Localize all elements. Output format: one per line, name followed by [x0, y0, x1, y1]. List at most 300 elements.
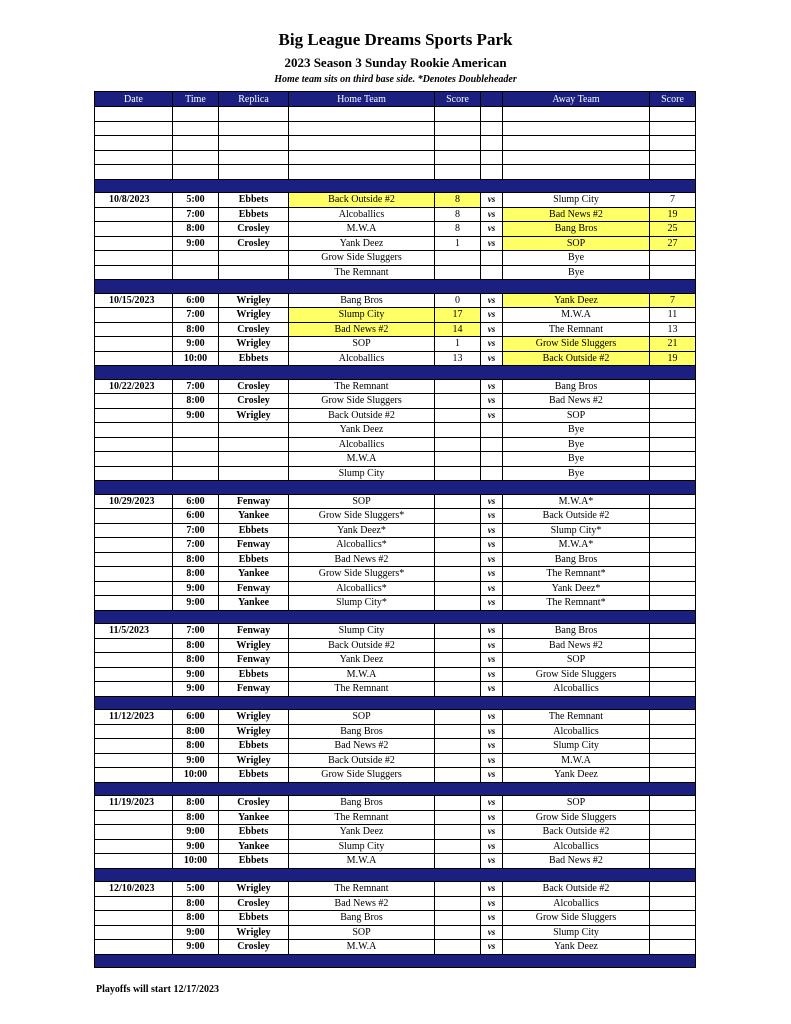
week-separator [95, 280, 696, 294]
game-row [95, 379, 696, 394]
empty-cell [503, 150, 650, 165]
home-team-cell: M.W.A [289, 222, 435, 237]
vs-cell: vs [481, 896, 503, 911]
vs-cell: vs [481, 567, 503, 582]
empty-cell [219, 121, 289, 136]
time-cell: 7:00 [173, 379, 219, 394]
home-team-cell: Bang Bros [289, 724, 435, 739]
game-row [95, 322, 696, 337]
away-score-cell [650, 437, 696, 452]
away-score-cell [650, 423, 696, 438]
empty-cell [219, 107, 289, 122]
replica-cell: Wrigley [219, 308, 289, 323]
vs-cell: vs [481, 653, 503, 668]
game-row [95, 810, 696, 825]
home-team-cell: Bang Bros [289, 796, 435, 811]
time-cell: 8:00 [173, 222, 219, 237]
away-team-cell: Grow Side Sluggers [503, 667, 650, 682]
vs-cell: vs [481, 207, 503, 222]
home-score-cell: 0 [435, 293, 481, 308]
away-team-cell: Grow Side Sluggers [503, 810, 650, 825]
time-cell [173, 423, 219, 438]
time-cell: 8:00 [173, 739, 219, 754]
home-team-cell: Bang Bros [289, 293, 435, 308]
away-team-cell: Bang Bros [503, 552, 650, 567]
vs-cell: vs [481, 710, 503, 725]
empty-cell [219, 165, 289, 180]
home-score-cell [435, 523, 481, 538]
time-cell: 9:00 [173, 940, 219, 955]
time-cell: 5:00 [173, 193, 219, 208]
home-score-cell [435, 896, 481, 911]
time-cell: 7:00 [173, 523, 219, 538]
game-row [95, 466, 696, 481]
time-cell: 8:00 [173, 911, 219, 926]
time-cell: 8:00 [173, 394, 219, 409]
away-score-cell [650, 768, 696, 783]
replica-cell: Ebbets [219, 739, 289, 754]
date-cell [95, 538, 173, 553]
vs-cell: vs [481, 768, 503, 783]
time-cell: 7:00 [173, 308, 219, 323]
home-score-cell [435, 768, 481, 783]
home-score-cell: 13 [435, 351, 481, 366]
away-team-cell: Bye [503, 251, 650, 266]
vs-cell: vs [481, 379, 503, 394]
vs-cell: vs [481, 351, 503, 366]
home-score-cell: 1 [435, 236, 481, 251]
away-team-cell: Bye [503, 466, 650, 481]
away-score-cell [650, 882, 696, 897]
home-team-cell: Alcoballics [289, 351, 435, 366]
home-team-cell: Yank Deez* [289, 523, 435, 538]
vs-cell [481, 452, 503, 467]
time-cell: 6:00 [173, 509, 219, 524]
replica-cell [219, 437, 289, 452]
time-cell: 9:00 [173, 667, 219, 682]
home-team-cell: M.W.A [289, 452, 435, 467]
away-team-cell: M.W.A* [503, 538, 650, 553]
empty-cell [173, 136, 219, 151]
date-cell [95, 251, 173, 266]
home-team-cell: Yank Deez [289, 825, 435, 840]
game-row [95, 653, 696, 668]
vs-cell: vs [481, 523, 503, 538]
time-cell: 9:00 [173, 825, 219, 840]
replica-cell: Ebbets [219, 552, 289, 567]
date-cell [95, 509, 173, 524]
away-score-cell [650, 896, 696, 911]
game-row [95, 825, 696, 840]
game-row [95, 624, 696, 639]
vs-cell: vs [481, 624, 503, 639]
away-score-cell [650, 538, 696, 553]
empty-cell [95, 107, 173, 122]
away-score-cell: 21 [650, 337, 696, 352]
date-cell [95, 265, 173, 280]
home-team-cell: The Remnant [289, 810, 435, 825]
away-score-cell [650, 854, 696, 869]
vs-cell: vs [481, 408, 503, 423]
away-team-cell: Bye [503, 437, 650, 452]
time-cell: 9:00 [173, 839, 219, 854]
vs-cell: vs [481, 854, 503, 869]
vs-cell [481, 423, 503, 438]
date-cell [95, 653, 173, 668]
time-cell: 9:00 [173, 596, 219, 611]
home-team-cell: Bang Bros [289, 911, 435, 926]
vs-cell: vs [481, 222, 503, 237]
empty-cell [95, 121, 173, 136]
empty-cell [173, 107, 219, 122]
home-team-cell: Back Outside #2 [289, 408, 435, 423]
away-team-cell: Back Outside #2 [503, 509, 650, 524]
time-cell: 8:00 [173, 810, 219, 825]
replica-cell: Wrigley [219, 408, 289, 423]
time-cell: 9:00 [173, 925, 219, 940]
home-team-cell: Grow Side Sluggers [289, 768, 435, 783]
replica-cell [219, 466, 289, 481]
away-team-cell: Alcoballics [503, 839, 650, 854]
date-cell [95, 896, 173, 911]
away-score-cell [650, 825, 696, 840]
time-cell: 6:00 [173, 710, 219, 725]
home-score-cell [435, 552, 481, 567]
game-row [95, 724, 696, 739]
away-team-cell: The Remnant [503, 710, 650, 725]
header-row [95, 92, 696, 107]
date-cell [95, 408, 173, 423]
home-score-cell [435, 538, 481, 553]
empty-cell [95, 136, 173, 151]
separator-bar [95, 782, 696, 796]
replica-cell: Fenway [219, 624, 289, 639]
replica-cell: Fenway [219, 538, 289, 553]
date-cell [95, 739, 173, 754]
time-cell [173, 466, 219, 481]
date-cell: 10/22/2023 [95, 379, 173, 394]
away-score-cell [650, 466, 696, 481]
game-row [95, 911, 696, 926]
home-team-cell: The Remnant [289, 882, 435, 897]
empty-cell [650, 107, 696, 122]
empty-cell [173, 121, 219, 136]
away-score-cell: 25 [650, 222, 696, 237]
separator-bar [95, 696, 696, 710]
week-separator [95, 954, 696, 968]
col-header-replica: Replica [219, 92, 289, 107]
home-score-cell [435, 796, 481, 811]
home-team-cell: Bad News #2 [289, 552, 435, 567]
replica-cell: Wrigley [219, 710, 289, 725]
game-row [95, 581, 696, 596]
replica-cell: Wrigley [219, 882, 289, 897]
date-cell: 10/15/2023 [95, 293, 173, 308]
home-team-cell: Yank Deez [289, 423, 435, 438]
vs-cell: vs [481, 911, 503, 926]
home-score-cell [435, 437, 481, 452]
col-header-home-team: Home Team [289, 92, 435, 107]
home-score-cell [435, 925, 481, 940]
away-team-cell: SOP [503, 408, 650, 423]
replica-cell: Ebbets [219, 768, 289, 783]
vs-cell [481, 265, 503, 280]
time-cell: 5:00 [173, 882, 219, 897]
empty-cell [650, 150, 696, 165]
time-cell [173, 452, 219, 467]
separator-bar [95, 610, 696, 624]
vs-cell: vs [481, 394, 503, 409]
vs-cell [481, 466, 503, 481]
vs-cell: vs [481, 581, 503, 596]
home-score-cell [435, 265, 481, 280]
home-team-cell: The Remnant [289, 379, 435, 394]
empty-cell [219, 136, 289, 151]
blank-row [95, 165, 696, 180]
home-team-cell: Bad News #2 [289, 322, 435, 337]
replica-cell [219, 265, 289, 280]
replica-cell: Fenway [219, 682, 289, 697]
replica-cell: Crosley [219, 222, 289, 237]
away-score-cell: 19 [650, 207, 696, 222]
game-row [95, 265, 696, 280]
playoffs-note: Playoffs will start 12/17/2023 [96, 984, 220, 995]
home-team-cell: SOP [289, 710, 435, 725]
date-cell [95, 768, 173, 783]
replica-cell: Fenway [219, 494, 289, 509]
game-row [95, 222, 696, 237]
home-team-cell: Grow Side Sluggers [289, 251, 435, 266]
game-row [95, 308, 696, 323]
away-score-cell [650, 810, 696, 825]
date-cell [95, 523, 173, 538]
game-row [95, 567, 696, 582]
home-team-cell: Yank Deez [289, 236, 435, 251]
col-header-away-team: Away Team [503, 92, 650, 107]
empty-cell [435, 121, 481, 136]
time-cell: 8:00 [173, 796, 219, 811]
home-score-cell [435, 423, 481, 438]
home-score-cell [435, 810, 481, 825]
game-row [95, 596, 696, 611]
blank-row [95, 121, 696, 136]
home-team-cell: Bad News #2 [289, 896, 435, 911]
home-score-cell: 8 [435, 207, 481, 222]
replica-cell: Wrigley [219, 337, 289, 352]
date-cell: 11/5/2023 [95, 624, 173, 639]
vs-cell: vs [481, 538, 503, 553]
empty-cell [650, 121, 696, 136]
week-separator [95, 366, 696, 380]
vs-cell: vs [481, 882, 503, 897]
empty-cell [650, 136, 696, 151]
date-cell [95, 437, 173, 452]
empty-cell [173, 165, 219, 180]
away-score-cell [650, 925, 696, 940]
replica-cell: Ebbets [219, 207, 289, 222]
game-row [95, 768, 696, 783]
col-header-date: Date [95, 92, 173, 107]
game-row [95, 408, 696, 423]
empty-cell [95, 150, 173, 165]
away-score-cell [650, 567, 696, 582]
away-team-cell: Bye [503, 452, 650, 467]
replica-cell: Yankee [219, 567, 289, 582]
away-team-cell: Grow Side Sluggers [503, 911, 650, 926]
away-score-cell [650, 753, 696, 768]
replica-cell: Yankee [219, 596, 289, 611]
away-score-cell: 19 [650, 351, 696, 366]
away-score-cell [650, 509, 696, 524]
game-row [95, 337, 696, 352]
time-cell: 10:00 [173, 768, 219, 783]
home-team-cell: M.W.A [289, 854, 435, 869]
home-team-cell: Grow Side Sluggers* [289, 509, 435, 524]
date-cell [95, 567, 173, 582]
away-team-cell: Alcoballics [503, 724, 650, 739]
replica-cell: Wrigley [219, 724, 289, 739]
replica-cell: Crosley [219, 394, 289, 409]
date-cell: 12/10/2023 [95, 882, 173, 897]
home-team-cell: M.W.A [289, 667, 435, 682]
game-row [95, 710, 696, 725]
game-row [95, 494, 696, 509]
game-row [95, 251, 696, 266]
empty-cell [289, 136, 435, 151]
date-cell [95, 552, 173, 567]
replica-cell: Crosley [219, 796, 289, 811]
vs-cell: vs [481, 337, 503, 352]
replica-cell: Crosley [219, 896, 289, 911]
date-cell [95, 394, 173, 409]
date-cell [95, 222, 173, 237]
empty-cell [289, 165, 435, 180]
home-score-cell [435, 379, 481, 394]
empty-cell [289, 107, 435, 122]
game-row [95, 940, 696, 955]
away-team-cell: Back Outside #2 [503, 825, 650, 840]
replica-cell: Crosley [219, 940, 289, 955]
date-cell [95, 724, 173, 739]
away-team-cell: Alcoballics [503, 682, 650, 697]
home-team-cell: SOP [289, 925, 435, 940]
time-cell: 7:00 [173, 538, 219, 553]
away-team-cell: Bad News #2 [503, 394, 650, 409]
vs-cell: vs [481, 667, 503, 682]
away-score-cell [650, 653, 696, 668]
time-cell: 10:00 [173, 351, 219, 366]
blank-row [95, 107, 696, 122]
replica-cell: Yankee [219, 509, 289, 524]
game-row [95, 423, 696, 438]
game-row [95, 351, 696, 366]
away-score-cell [650, 408, 696, 423]
separator-bar [95, 280, 696, 294]
home-score-cell [435, 653, 481, 668]
vs-cell: vs [481, 552, 503, 567]
away-score-cell: 11 [650, 308, 696, 323]
game-row [95, 236, 696, 251]
replica-cell: Ebbets [219, 854, 289, 869]
home-score-cell [435, 882, 481, 897]
time-cell: 8:00 [173, 653, 219, 668]
vs-cell: vs [481, 839, 503, 854]
away-score-cell [650, 940, 696, 955]
date-cell: 11/12/2023 [95, 710, 173, 725]
empty-cell [289, 150, 435, 165]
away-team-cell: Bye [503, 265, 650, 280]
replica-cell: Wrigley [219, 925, 289, 940]
separator-bar [95, 868, 696, 882]
blank-row [95, 150, 696, 165]
away-team-cell: Alcoballics [503, 896, 650, 911]
replica-cell: Ebbets [219, 825, 289, 840]
away-team-cell: Bang Bros [503, 222, 650, 237]
week-separator [95, 782, 696, 796]
time-cell: 9:00 [173, 408, 219, 423]
vs-cell: vs [481, 825, 503, 840]
game-row [95, 538, 696, 553]
away-team-cell: Yank Deez [503, 293, 650, 308]
game-row [95, 854, 696, 869]
game-row [95, 207, 696, 222]
home-score-cell [435, 710, 481, 725]
game-row [95, 739, 696, 754]
vs-cell [481, 437, 503, 452]
home-score-cell [435, 408, 481, 423]
time-cell [173, 251, 219, 266]
home-team-cell: Alcoballics* [289, 581, 435, 596]
away-score-cell [650, 724, 696, 739]
date-cell: 10/29/2023 [95, 494, 173, 509]
home-score-cell [435, 581, 481, 596]
replica-cell: Wrigley [219, 293, 289, 308]
home-score-cell [435, 682, 481, 697]
away-score-cell [650, 251, 696, 266]
home-team-cell: Bad News #2 [289, 739, 435, 754]
away-team-cell: SOP [503, 236, 650, 251]
away-score-cell: 13 [650, 322, 696, 337]
vs-cell: vs [481, 596, 503, 611]
date-cell [95, 207, 173, 222]
game-row [95, 452, 696, 467]
time-cell: 8:00 [173, 896, 219, 911]
away-score-cell [650, 265, 696, 280]
away-team-cell: Bad News #2 [503, 207, 650, 222]
empty-cell [435, 150, 481, 165]
col-header-time: Time [173, 92, 219, 107]
away-score-cell [650, 394, 696, 409]
date-cell [95, 337, 173, 352]
time-cell: 7:00 [173, 207, 219, 222]
away-score-cell [650, 710, 696, 725]
home-team-cell: Alcoballics [289, 437, 435, 452]
home-team-cell: Slump City [289, 466, 435, 481]
time-cell: 10:00 [173, 854, 219, 869]
game-row [95, 839, 696, 854]
home-team-cell: Slump City [289, 308, 435, 323]
time-cell: 9:00 [173, 236, 219, 251]
vs-cell: vs [481, 940, 503, 955]
away-team-cell: The Remnant* [503, 596, 650, 611]
empty-cell [435, 136, 481, 151]
home-team-cell: Alcoballics* [289, 538, 435, 553]
date-cell [95, 839, 173, 854]
home-score-cell [435, 739, 481, 754]
game-row [95, 394, 696, 409]
home-team-cell: Grow Side Sluggers* [289, 567, 435, 582]
empty-cell [503, 165, 650, 180]
